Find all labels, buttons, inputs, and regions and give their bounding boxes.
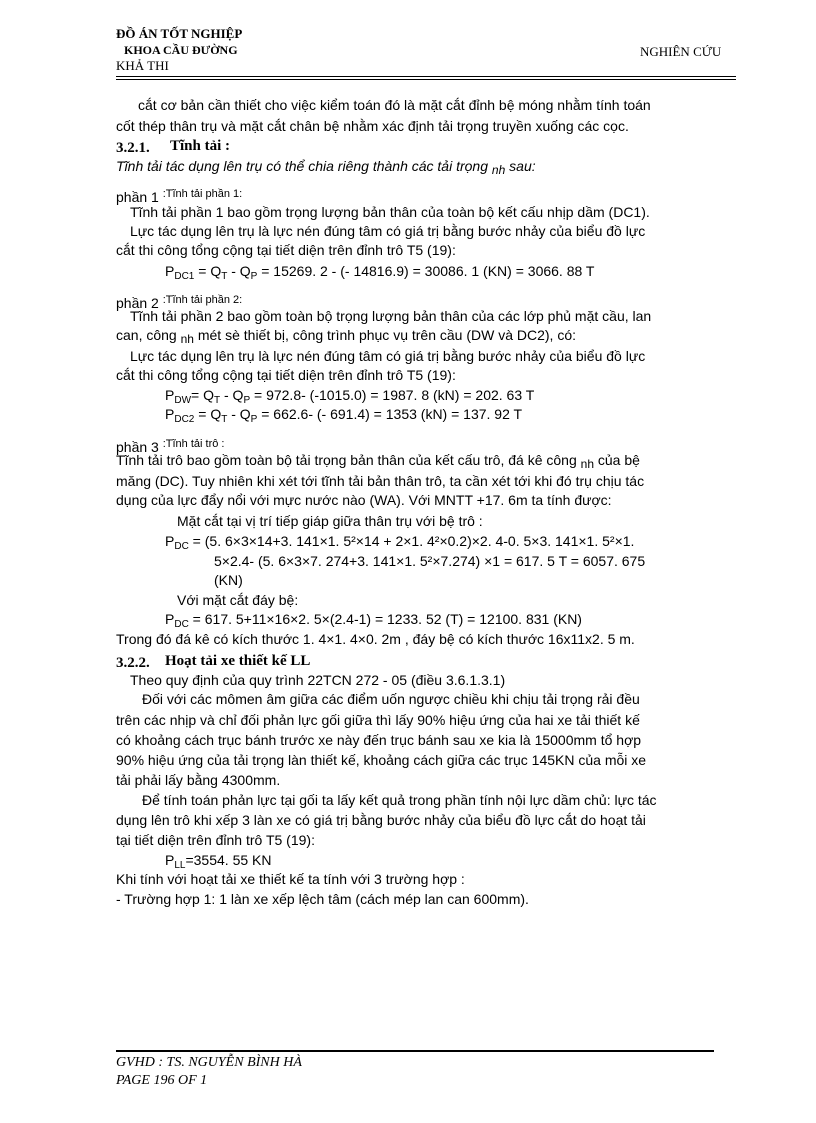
paragraph-line: Theo quy định của quy trình 22TCN 272 - 05 (điều 3.6.1.3.1) xyxy=(130,672,506,688)
paragraph-line: Trong đó đá kê có kích thước 1. 4×1. 4×0. 2m , đáy bệ có kích thước 16x11x2. 5 m. xyxy=(116,631,635,647)
section-number: 3.2.1. xyxy=(116,140,150,156)
part-label: phần 2 xyxy=(116,295,159,311)
footer-rule xyxy=(116,1050,714,1052)
part-small: :Tĩnh tải trô : xyxy=(162,438,225,450)
paragraph-line: Để tính toán phản lực tại gối ta lấy kết quả trong phần tính nội lực dầm chủ: lực tác xyxy=(142,792,657,808)
section-title: Hoạt tải xe thiết kế LL xyxy=(165,653,311,669)
equation-pll: $P_{LL}=3554$. 55 KN xyxy=(165,852,272,871)
equation-pdc-line3: (KN) xyxy=(214,572,243,588)
paragraph-line: Với mặt cắt đáy bệ: xyxy=(177,592,299,608)
paragraph-line: Lực tác dụng lên trụ là lực nén đúng tâm có giá trị bằng bước nhảy của biểu đồ lực xyxy=(130,223,646,239)
eq-rest: - (- 14816.9) = 30086. 1 (KN) = 3066. 88 T xyxy=(327,263,595,279)
paragraph-line: có khoảng cách trục bánh trước xe này đến trục bánh sau xe kia là 15000mm tổ hợp xyxy=(116,732,642,748)
paragraph-line: dụng lên trô khi xếp 3 làn xe có giá trị bằng bước nhảy của biểu đồ lực cắt do hoạt tải xyxy=(116,812,646,828)
header-right: NGHIÊN CỨU xyxy=(640,44,722,59)
paragraph-line: cắt cơ bản cần thiết cho việc kiểm toán đó là mặt cắt đỉnh bệ móng nhằm tính toán xyxy=(138,97,651,113)
paragraph-line: tại tiết diện trên đỉnh trô T5 (19): xyxy=(116,832,315,848)
intro-text: Tĩnh tải tác dụng lên trụ có thể chia riêng thành các tải trọng xyxy=(116,158,489,174)
paragraph-line: 90% hiệu ứng của tải trọng làn thiết kế, khoảng cách giữa các trục 145KN của mỗi xe xyxy=(116,752,647,768)
eq-text: = (5. 6×3×14+3. 141×1. 5²×14 + 2×1. 4²×0.2)×2. 4-0. 5×3. 141×1. 5²×1. xyxy=(188,533,635,549)
paragraph-line xyxy=(116,451,640,473)
part-small: :Tĩnh tải phần 2: xyxy=(162,294,243,306)
paragraph-line: Đối với các mômen âm giữa các điểm uốn ngược chiều khi chịu tải trọng rải đều xyxy=(142,691,640,707)
part-small: :Tĩnh tải phần 1: xyxy=(162,188,243,200)
paragraph-line xyxy=(116,326,576,348)
paragraph-line: trên các nhịp và chỉ đối phản lực gối giữa thì lấy 90% hiệu ứng của hai xe tải thiết kế xyxy=(116,712,640,728)
paragraph-line: Mặt cắt tại vị trí tiếp giáp giữa thân trụ với bệ trô : xyxy=(177,513,483,529)
paragraph-line: Tĩnh tải phần 1 bao gồm trọng lượng bản thân của toàn bộ kết cấu nhịp dầm (DC1). xyxy=(130,204,650,220)
eq-rest: = 662.6- (- 691.4) = 1353 (kN) = 137. 92 T xyxy=(257,406,523,422)
header-faculty: KHOA CẦU ĐƯỜNG xyxy=(124,43,238,57)
text: Tĩnh tải trô bao gồm toàn bộ tải trọng bản thân của kết cấu trô, đá kê công xyxy=(116,452,577,468)
paragraph-line: - Trường hợp 1: 1 làn xe xếp lệch tâm (cách mép lan can 600mm). xyxy=(116,891,529,907)
text: mét sè thiết bị, công trình phục vụ trên cầu (DW và DC2), có: xyxy=(197,327,577,343)
equation-pdc-line1: $P_{DC} = (5$. 6×3×14+3. 141×1. 5²×14 + 2×1. 4²×0.2)×2. 4-0. 5×3. 141×1. 5²×1. xyxy=(165,533,635,552)
part-label: phần 1 xyxy=(116,189,159,205)
paragraph-line: Khi tính với hoạt tải xe thiết kế ta tính với 3 trường hợp : xyxy=(116,871,465,887)
text: của bệ xyxy=(597,452,640,468)
equation-pdc-line2: 5×2.4- (5. 6×3×7. 274+3. 141×1. 5²×7.274) ×1 = 617. 5 T = 6057. 675 xyxy=(214,553,646,569)
paragraph-line: Tĩnh tải phần 2 bao gồm toàn bộ trọng lượng bản thân của các lớp phủ mặt cầu, lan xyxy=(130,308,652,324)
paragraph-line: tải phải lấy bằng 4300mm. xyxy=(116,772,281,788)
eq-text: =3554. 55 KN xyxy=(185,852,272,868)
section-title: Tĩnh tải : xyxy=(170,138,231,154)
paragraph-line: cắt thi công tổng cộng tại tiết diện trên đỉnh trô T5 (19): xyxy=(116,367,456,383)
paragraph-line: cốt thép thân trụ và mặt cắt chân bệ nhằm xác định tải trọng truyền xuống các cọc. xyxy=(116,118,629,134)
header-rule xyxy=(116,76,736,77)
footer-page-number: PAGE 196 OF 1 xyxy=(116,1073,208,1088)
paragraph-line: cắt thi công tổng cộng tại tiết diện trên đỉnh trô T5 (19): xyxy=(116,242,456,258)
equation-pdw: $P_{DW}= Q_T - Q_P = 972.8-$ (-1015.0) = 1987. 8 (kN) = 202. 63 T xyxy=(165,387,535,406)
part-label: phần 3 xyxy=(116,439,159,455)
paragraph-line: Lực tác dụng lên trụ là lực nén đúng tâm có giá trị bằng bước nhảy của biểu đồ lực xyxy=(130,348,646,364)
intro-text-end: sau: xyxy=(509,158,536,174)
equation-pdc1: $P_{DC1} = Q_T - Q_P = 15269$. 2 - (- 14816.9) = 30086. 1 (KN) = 3066. 88 T xyxy=(165,263,595,282)
header-school: ĐỒ ÁN TỐT NGHIỆP xyxy=(116,26,243,41)
intro-nh: nh xyxy=(491,163,506,177)
text: can, công xyxy=(116,327,177,343)
nh: nh xyxy=(180,332,194,346)
section-number: 3.2.2. xyxy=(116,655,150,671)
header-rule-2 xyxy=(116,79,736,80)
paragraph-line: măng (DC). Tuy nhiên khi xét tới tĩnh tải bản thân trô, ta cần xét tới khi đó trụ chịu tác xyxy=(116,473,645,489)
nh: nh xyxy=(580,457,594,471)
eq-rest: = 972.8- (-1015.0) = 1987. 8 (kN) = 202. 63 T xyxy=(250,387,535,403)
paragraph-line: dụng của lực đẩy nổi với mực nước nào (WA). Với MNTT +17. 6m ta tính được: xyxy=(116,492,612,508)
equation-pdc2: $P_{DC2} = Q_T - Q_P = 662.6-$ (- 691.4) = 1353 (kN) = 137. 92 T xyxy=(165,406,523,425)
header-subtitle: KHẢ THI xyxy=(116,58,169,73)
eq-text: = 617. 5+11×16×2. 5×(2.4-1) = 1233. 52 (T) = 12100. 831 (KN) xyxy=(188,611,582,627)
equation-pdc-base: $P_{DC} = 617$. 5+11×16×2. 5×(2.4-1) = 1233. 52 (T) = 12100. 831 (KN) xyxy=(165,611,582,630)
eq-value: = 15269. 2 xyxy=(257,263,328,279)
footer-advisor: GVHD : TS. NGUYỄN BÌNH HÀ xyxy=(116,1055,302,1070)
intro-line xyxy=(116,157,536,179)
